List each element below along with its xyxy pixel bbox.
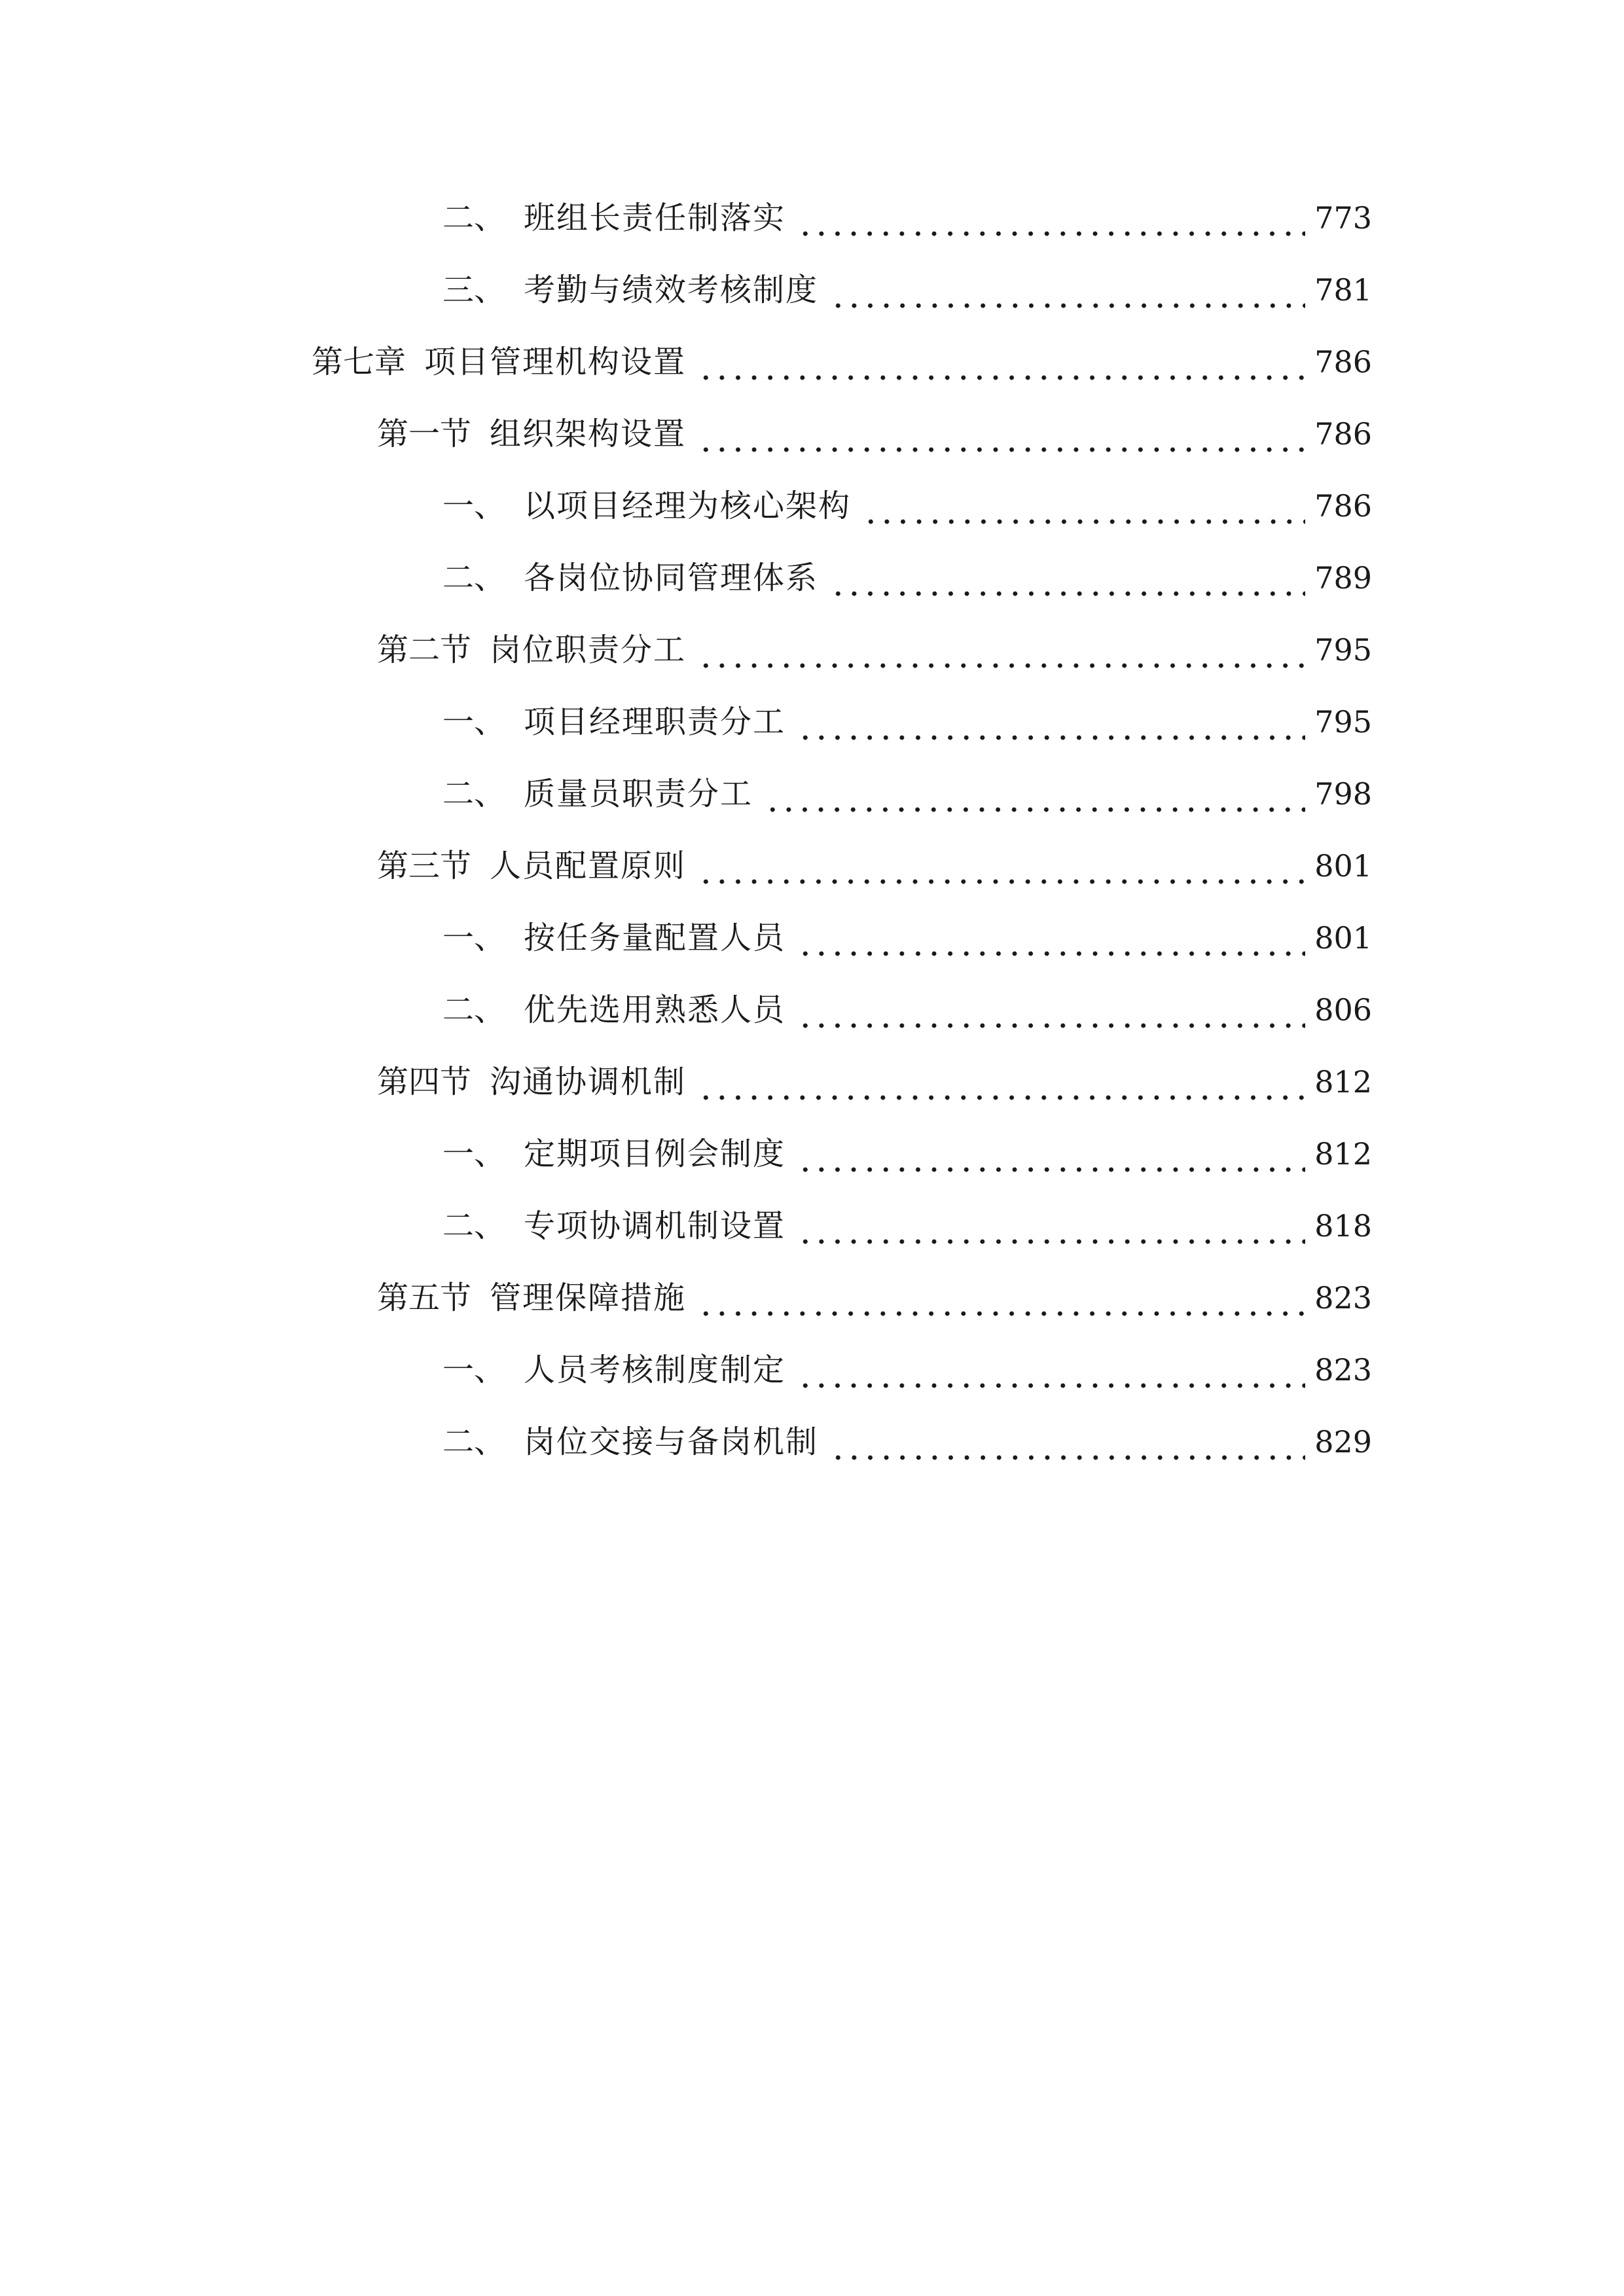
dot-leader xyxy=(797,696,1305,748)
toc-entry-title: 管理保障措施 xyxy=(490,1280,687,1316)
toc-entry[interactable] xyxy=(442,1344,1372,1396)
toc-entry-page: 812 xyxy=(1314,1136,1372,1172)
toc-section-entry[interactable] xyxy=(377,624,1372,676)
dot-leader xyxy=(698,336,1305,388)
toc-entry-page: 786 xyxy=(1314,416,1372,452)
toc-entry-page: 823 xyxy=(1314,1352,1372,1388)
toc-entry[interactable] xyxy=(442,552,1372,604)
toc-section-entry[interactable] xyxy=(377,408,1372,460)
toc-entry[interactable] xyxy=(442,912,1372,964)
dot-leader xyxy=(698,1272,1305,1324)
toc-chapter-entry[interactable] xyxy=(312,336,1372,388)
toc-entry[interactable] xyxy=(442,192,1372,244)
toc-entry-title: 按任务量配置人员 xyxy=(524,920,786,956)
dot-leader xyxy=(797,1128,1305,1180)
toc-entry-page: 795 xyxy=(1314,704,1372,740)
dot-leader xyxy=(863,480,1305,532)
toc-entry[interactable] xyxy=(442,984,1372,1036)
dot-leader xyxy=(830,1416,1305,1468)
toc-entry-page: 786 xyxy=(1314,488,1372,524)
toc-entry-page: 801 xyxy=(1314,848,1372,884)
toc-entry-page: 789 xyxy=(1314,560,1372,596)
toc-entry[interactable] xyxy=(442,1416,1372,1468)
dot-leader xyxy=(830,552,1305,604)
toc-entry[interactable] xyxy=(442,768,1372,820)
toc-entry[interactable] xyxy=(442,1200,1372,1252)
toc-entry-page: 806 xyxy=(1314,992,1372,1028)
toc-entry[interactable] xyxy=(442,480,1372,532)
toc-entry-number: 第一节 xyxy=(377,416,472,452)
toc-entry-number: 第三节 xyxy=(377,848,472,884)
toc-entry-number: 第五节 xyxy=(377,1280,472,1316)
toc-entry-title: 优先选用熟悉人员 xyxy=(524,992,786,1028)
toc-entry-number: 二、 xyxy=(442,992,506,1028)
toc-entry-number: 二、 xyxy=(442,560,506,596)
toc-entry-title: 岗位职责分工 xyxy=(490,632,687,668)
toc-entry-number: 二、 xyxy=(442,1208,506,1244)
dot-leader xyxy=(698,624,1305,676)
dot-leader xyxy=(698,840,1305,892)
toc-entry[interactable] xyxy=(442,696,1372,748)
toc-entry[interactable] xyxy=(442,1128,1372,1180)
toc-entry-number: 一、 xyxy=(442,1352,506,1388)
toc-entry-number: 三、 xyxy=(442,272,506,308)
toc-entry-title: 专项协调机制设置 xyxy=(524,1208,786,1244)
dot-leader xyxy=(765,768,1305,820)
toc-section-entry[interactable] xyxy=(377,840,1372,892)
toc-entry-number: 一、 xyxy=(442,1136,506,1172)
toc-entry-title: 质量员职责分工 xyxy=(524,776,753,812)
toc-entry-number: 第四节 xyxy=(377,1064,472,1100)
toc-entry-page: 829 xyxy=(1314,1424,1372,1460)
toc-entry-page: 812 xyxy=(1314,1064,1372,1100)
toc-entry-title: 定期项目例会制度 xyxy=(524,1136,786,1172)
dot-leader xyxy=(797,984,1305,1036)
toc-entry-number: 二、 xyxy=(442,776,506,812)
toc-entry-title: 以项目经理为核心架构 xyxy=(524,488,852,524)
toc-entry-page: 818 xyxy=(1314,1208,1372,1244)
toc-entry-number: 一、 xyxy=(442,704,506,740)
toc-entry-number: 一、 xyxy=(442,920,506,956)
toc-entry-title: 项目经理职责分工 xyxy=(524,704,786,740)
toc-entry-page: 801 xyxy=(1314,920,1372,956)
toc-entry-title: 考勤与绩效考核制度 xyxy=(524,272,819,308)
toc-entry-number: 第七章 xyxy=(312,344,406,380)
toc-entry-number: 一、 xyxy=(442,488,506,524)
toc-entry[interactable] xyxy=(442,264,1372,316)
toc-entry-page: 798 xyxy=(1314,776,1372,812)
dot-leader xyxy=(698,1056,1305,1108)
dot-leader xyxy=(797,1344,1305,1396)
toc-entry-page: 773 xyxy=(1314,200,1372,236)
toc-entry-number: 二、 xyxy=(442,200,506,236)
toc-entry-title: 岗位交接与备岗机制 xyxy=(524,1424,819,1460)
toc-section-entry[interactable] xyxy=(377,1056,1372,1108)
dot-leader xyxy=(797,912,1305,964)
toc-entry-title: 班组长责任制落实 xyxy=(524,200,786,236)
dot-leader xyxy=(830,264,1305,316)
toc-entry-page: 786 xyxy=(1314,344,1372,380)
toc-entry-page: 795 xyxy=(1314,632,1372,668)
dot-leader xyxy=(797,192,1305,244)
toc-section-entry[interactable] xyxy=(377,1272,1372,1324)
toc-entry-title: 项目管理机构设置 xyxy=(424,344,687,380)
toc-entry-title: 组织架构设置 xyxy=(490,416,687,452)
dot-leader xyxy=(698,408,1305,460)
toc-entry-title: 沟通协调机制 xyxy=(490,1064,687,1100)
toc-entry-page: 781 xyxy=(1314,272,1372,308)
dot-leader xyxy=(797,1200,1305,1252)
toc-entry-title: 各岗位协同管理体系 xyxy=(524,560,819,596)
toc-entry-title: 人员配置原则 xyxy=(490,848,687,884)
toc-entry-title: 人员考核制度制定 xyxy=(524,1352,786,1388)
toc-entry-number: 第二节 xyxy=(377,632,472,668)
toc-entry-number: 二、 xyxy=(442,1424,506,1460)
toc-entry-page: 823 xyxy=(1314,1280,1372,1316)
